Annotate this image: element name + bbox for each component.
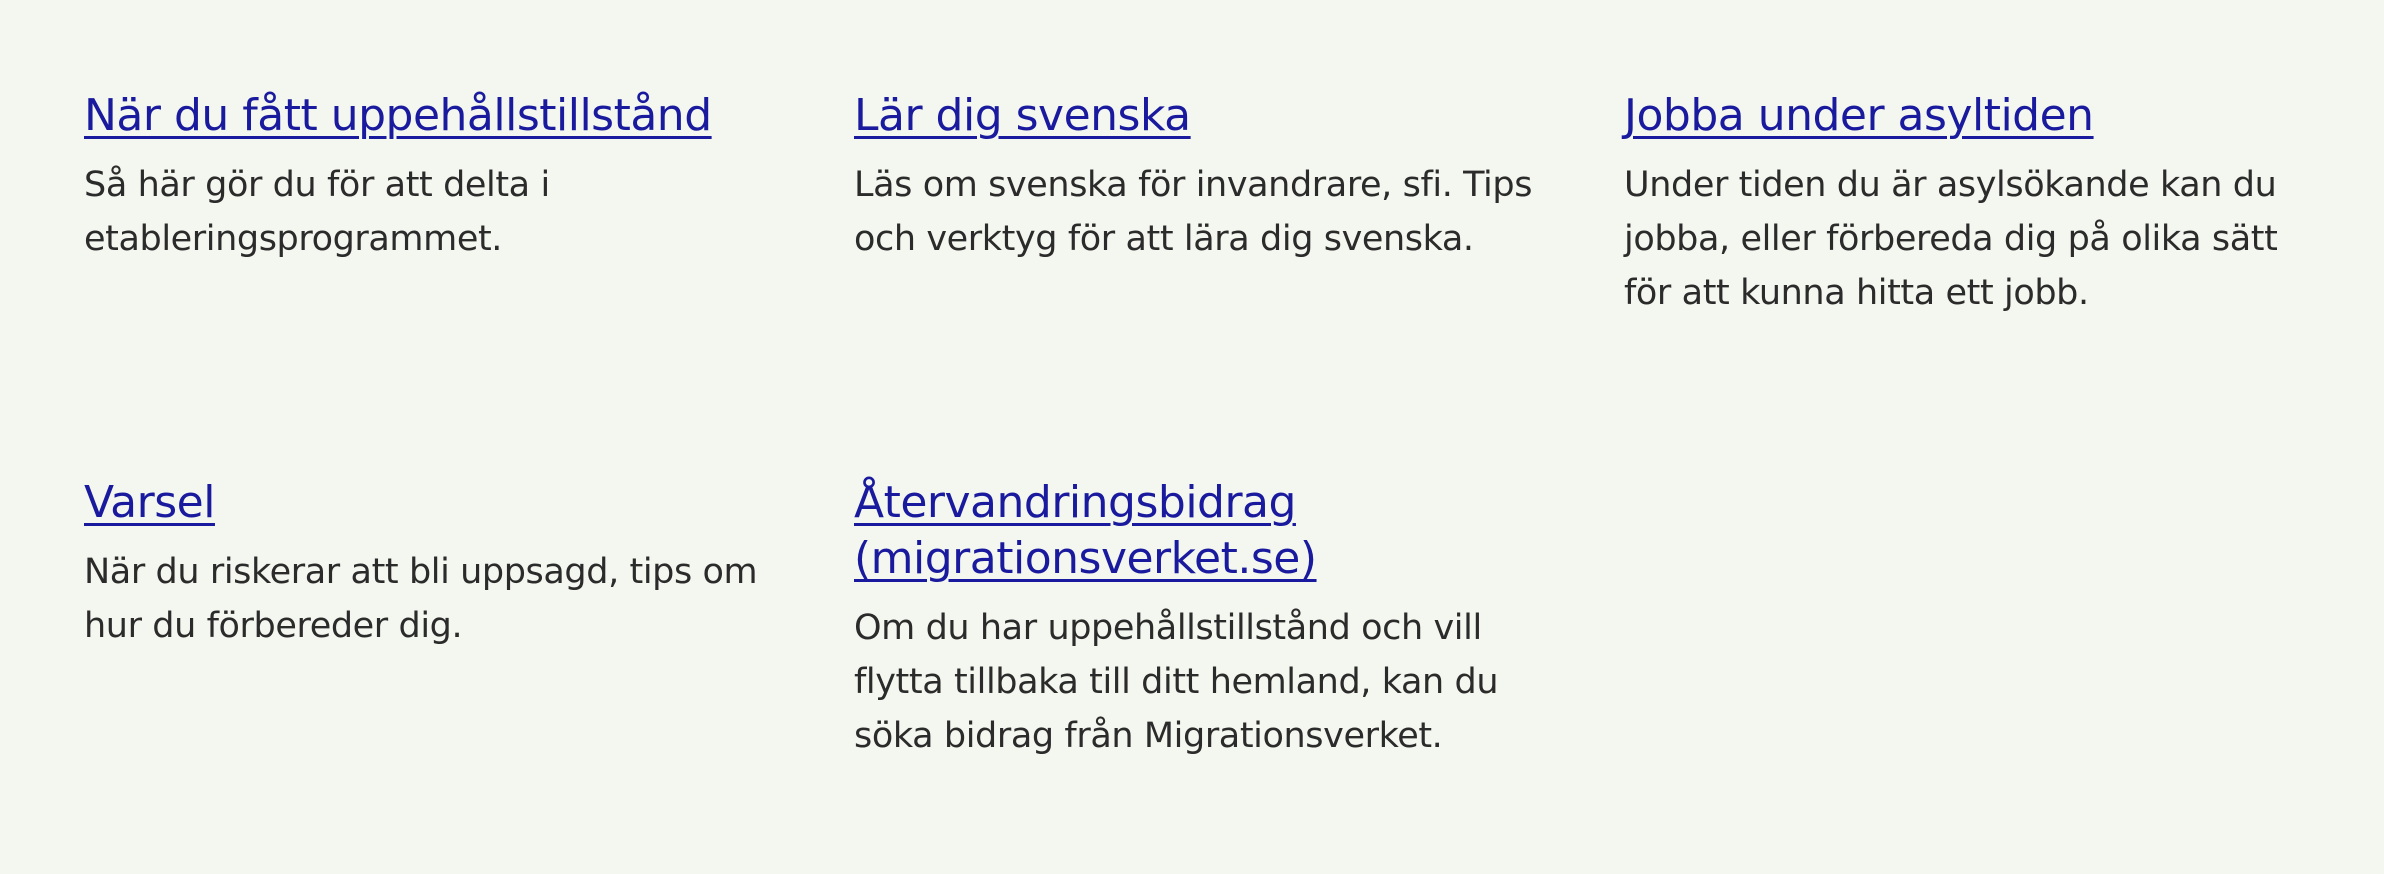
card-link-uppehallstillstand[interactable]: När du fått uppehållstillstånd [84,90,712,141]
card-uppehallstillstand [84,88,774,475]
card-atervandringsbidrag [854,475,1544,795]
card-link-svenska[interactable]: Lär dig svenska [854,90,1191,141]
card-link-asyltiden[interactable]: Jobba under asyltiden [1624,90,2094,141]
card-description-varsel: När du riskerar att bli uppsagd, tips om hur du förbereder dig. [84,552,758,646]
card-link-varsel[interactable]: Varsel [84,477,215,528]
card-description-svenska: Läs om svenska för invandrare, sfi. Tips och verktyg för att lära dig svenska. [854,165,1533,259]
link-card-grid [84,88,2344,795]
card-varsel [84,475,774,795]
card-svenska [854,88,1544,475]
card-link-atervandringsbidrag[interactable]: Återvandringsbidrag (migrationsverket.se) [854,477,1317,584]
card-description-uppehallstillstand: Så här gör du för att delta i etableringsprogrammet. [84,165,550,259]
card-asyltiden [1624,88,2314,475]
card-description-asyltiden: Under tiden du är asylsökande kan du jobba, eller förbereda dig på olika sätt för att kunna hitta ett jobb. [1624,165,2278,313]
card-description-atervandringsbidrag: Om du har uppehållstillstånd och vill flytta tillbaka till ditt hemland, kan du söka bidrag från Migrationsverket. [854,608,1499,756]
